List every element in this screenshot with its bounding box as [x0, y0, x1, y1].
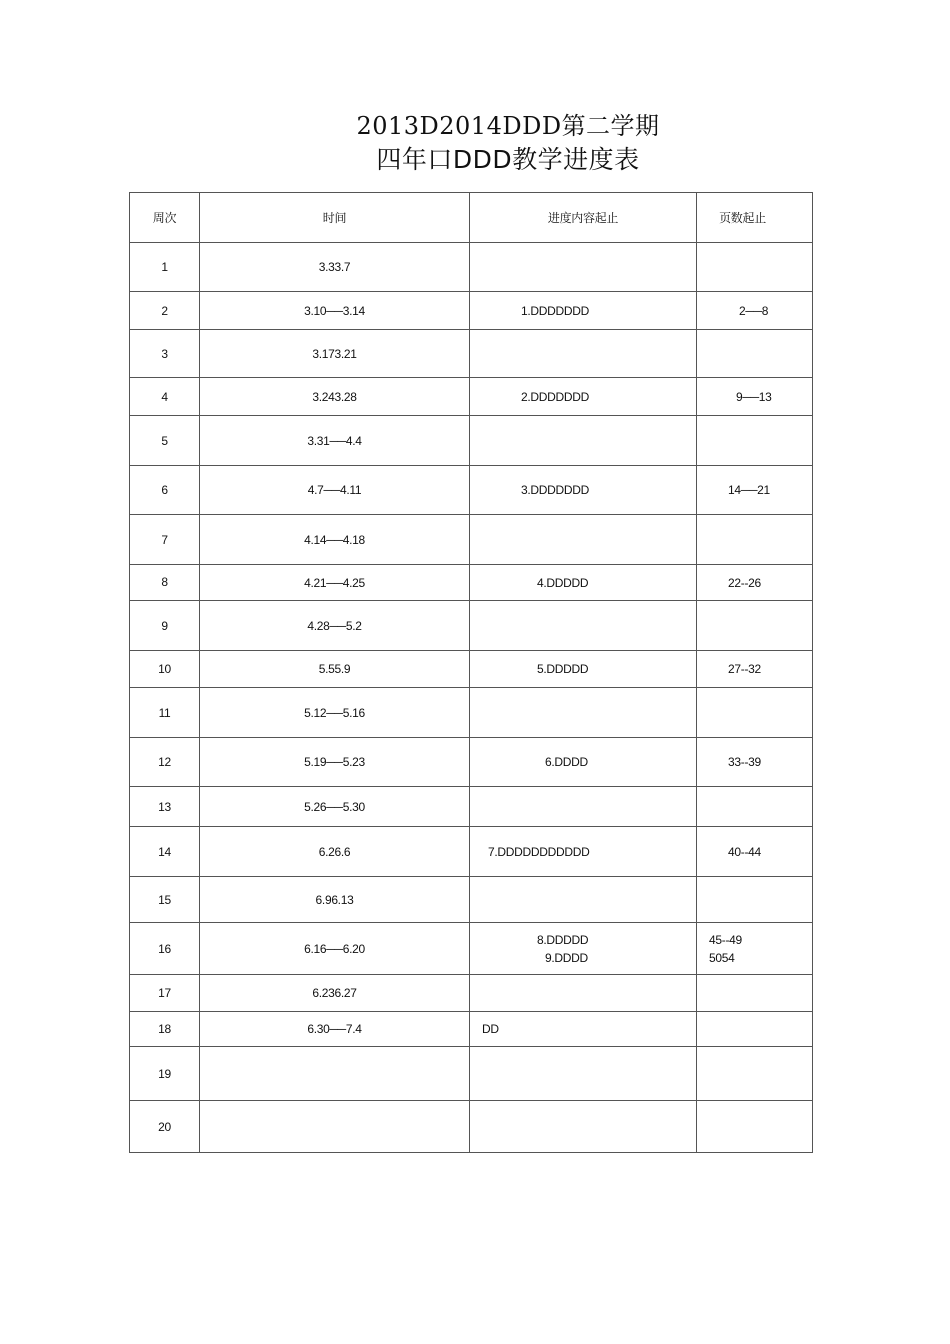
- week-cell: 19: [130, 1047, 200, 1101]
- week-cell: 1: [130, 243, 200, 292]
- time-cell: 3.10──3.14: [200, 292, 470, 330]
- pages-cell: [697, 877, 813, 923]
- table-row: [130, 515, 813, 565]
- table-row: [130, 378, 813, 416]
- week-cell: 10: [130, 651, 200, 688]
- schedule-table: [129, 192, 813, 1153]
- table-row: [130, 975, 813, 1012]
- pages-cell: [697, 688, 813, 738]
- time-cell: 6.30──7.4: [200, 1012, 470, 1047]
- table-row: [130, 877, 813, 923]
- time-cell: 5.26──5.30: [200, 787, 470, 827]
- time-cell: 6.16──6.20: [200, 923, 470, 975]
- time-cell: [200, 1101, 470, 1153]
- content-cell: [470, 601, 697, 651]
- time-cell: 3.31──4.4: [200, 416, 470, 466]
- content-cell: [470, 416, 697, 466]
- time-cell: 6.236.27: [200, 975, 470, 1012]
- pages-cell: 33--39: [697, 738, 813, 787]
- table-row: [130, 1047, 813, 1101]
- pages-cell: 40--44: [697, 827, 813, 877]
- week-cell: 6: [130, 466, 200, 515]
- content-cell: [470, 1101, 697, 1153]
- pages-cell: [697, 330, 813, 378]
- pages-cell: [697, 923, 813, 975]
- time-cell: 4.14──4.18: [200, 515, 470, 565]
- pages-cell: [697, 515, 813, 565]
- time-cell: 6.96.13: [200, 877, 470, 923]
- header-week: 周次: [130, 193, 200, 243]
- week-cell: 18: [130, 1012, 200, 1047]
- content-cell: [470, 688, 697, 738]
- week-cell: 15: [130, 877, 200, 923]
- week-cell: 16: [130, 923, 200, 975]
- time-cell: 4.28──5.2: [200, 601, 470, 651]
- content-cell: [470, 1047, 697, 1101]
- pages-cell: 9──13: [697, 378, 813, 416]
- table-row: [130, 601, 813, 651]
- header-pages: 页数起止: [697, 193, 813, 243]
- time-cell: 4.21──4.25: [200, 565, 470, 601]
- pages-cell: 14──21: [697, 466, 813, 515]
- table-row: [130, 827, 813, 877]
- content-cell: [470, 975, 697, 1012]
- table-row: [130, 787, 813, 827]
- pages-cell: [697, 243, 813, 292]
- table-row: [130, 651, 813, 688]
- week-cell: 4: [130, 378, 200, 416]
- week-cell: 12: [130, 738, 200, 787]
- time-cell: 5.12──5.16: [200, 688, 470, 738]
- table-row: [130, 565, 813, 601]
- content-cell: [470, 923, 697, 975]
- content-cell: 2.DDDDDDD: [470, 378, 697, 416]
- week-cell: 8: [130, 565, 200, 601]
- week-cell: 13: [130, 787, 200, 827]
- week-cell: 11: [130, 688, 200, 738]
- content-cell: 4.DDDDD: [470, 565, 697, 601]
- content-cell: [470, 515, 697, 565]
- time-cell: 3.173.21: [200, 330, 470, 378]
- content-cell: 5.DDDDD: [470, 651, 697, 688]
- week-cell: 5: [130, 416, 200, 466]
- table-row: [130, 688, 813, 738]
- table-header-row: [130, 193, 813, 243]
- content-cell: 1.DDDDDDD: [470, 292, 697, 330]
- time-cell: 3.243.28: [200, 378, 470, 416]
- table-row: [130, 330, 813, 378]
- header-time: 时间: [200, 193, 470, 243]
- time-cell: 5.55.9: [200, 651, 470, 688]
- table-row: [130, 1101, 813, 1153]
- content-cell: [470, 330, 697, 378]
- pages-cell: 2──8: [697, 292, 813, 330]
- week-cell: 14: [130, 827, 200, 877]
- pages-cell: [697, 787, 813, 827]
- header-content: 进度内容起止: [470, 193, 697, 243]
- document-title-line2: 四年口DDD教学进度表: [376, 145, 640, 174]
- document-title-line1: 2013D2014DDD第二学期: [356, 112, 660, 140]
- table-row: [130, 923, 813, 975]
- content-line-1: 8.DDDDD: [537, 932, 589, 947]
- table-row: [130, 292, 813, 330]
- pages-cell: [697, 1047, 813, 1101]
- content-cell: 3.DDDDDDD: [470, 466, 697, 515]
- week-cell: 7: [130, 515, 200, 565]
- table-row: [130, 416, 813, 466]
- table-row: [130, 1012, 813, 1047]
- pages-cell: [697, 416, 813, 466]
- content-cell: [470, 243, 697, 292]
- time-cell: 5.19──5.23: [200, 738, 470, 787]
- content-cell: 6.DDDD: [470, 738, 697, 787]
- pages-cell: [697, 601, 813, 651]
- week-cell: 17: [130, 975, 200, 1012]
- content-cell: [470, 877, 697, 923]
- week-cell: 3: [130, 330, 200, 378]
- time-cell: 3.33.7: [200, 243, 470, 292]
- table-row: [130, 738, 813, 787]
- pages-cell: [697, 1012, 813, 1047]
- time-cell: [200, 1047, 470, 1101]
- week-cell: 20: [130, 1101, 200, 1153]
- pages-line-2: 5054: [709, 950, 735, 965]
- pages-cell: [697, 975, 813, 1012]
- content-cell: 7.DDDDDDDDDDD: [470, 827, 697, 877]
- pages-line-1: 45--49: [709, 932, 742, 947]
- content-cell: [470, 787, 697, 827]
- time-cell: 6.26.6: [200, 827, 470, 877]
- table-row: [130, 243, 813, 292]
- table-row: [130, 466, 813, 515]
- week-cell: 9: [130, 601, 200, 651]
- pages-cell: [697, 1101, 813, 1153]
- content-line-2: 9.DDDD: [545, 950, 588, 965]
- pages-cell: 27--32: [697, 651, 813, 688]
- time-cell: 4.7──4.11: [200, 466, 470, 515]
- pages-cell: 22--26: [697, 565, 813, 601]
- week-cell: 2: [130, 292, 200, 330]
- content-cell: DD: [470, 1012, 697, 1047]
